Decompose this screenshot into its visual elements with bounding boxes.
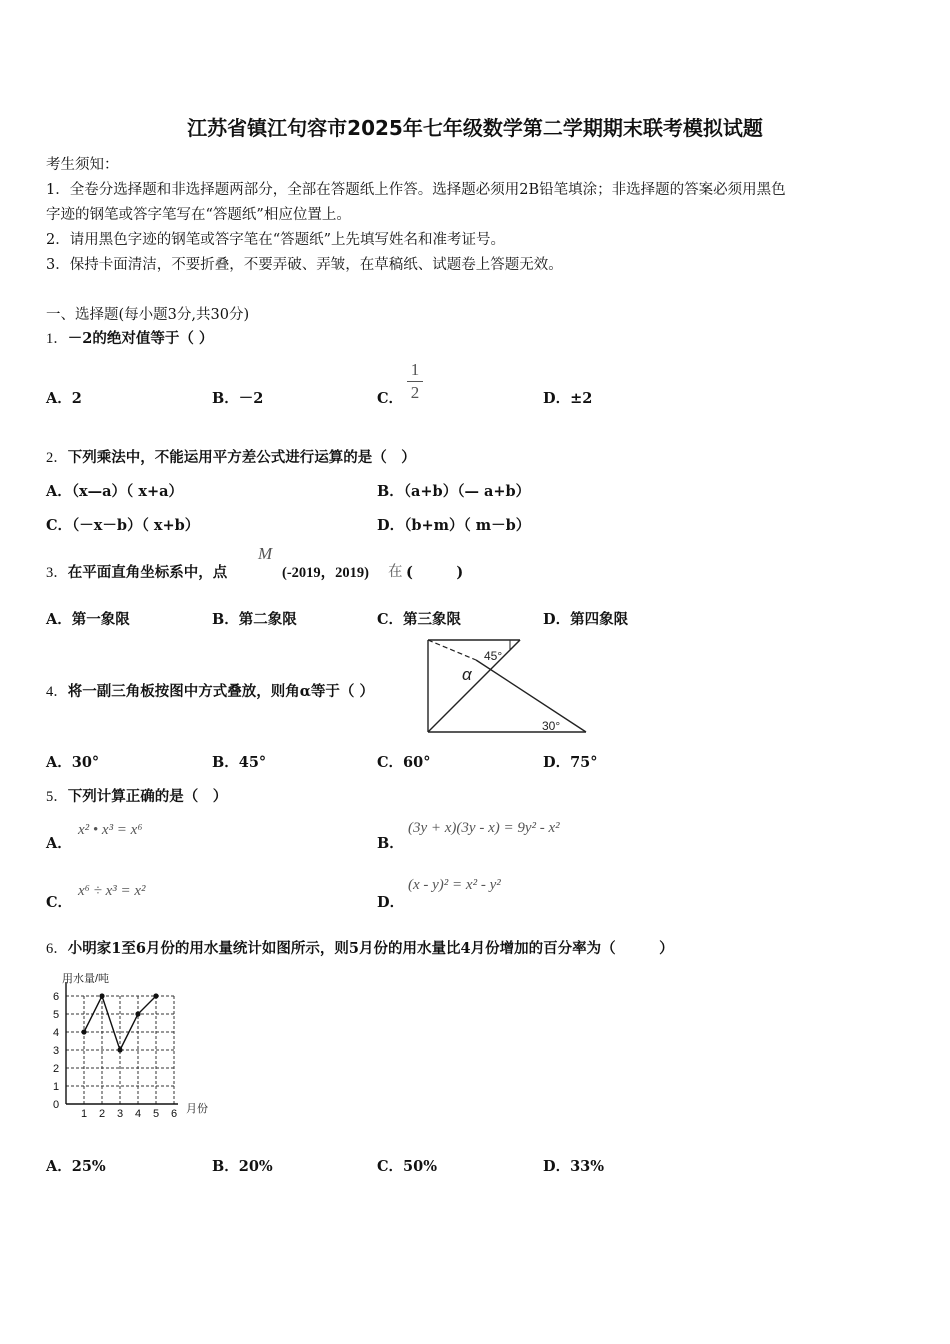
question-text: 将一副三角板按图中方式叠放，则角α等于（ ） [67, 683, 374, 700]
q6-option-a[interactable]: A．25% [46, 1158, 106, 1175]
q4-option-d[interactable]: D．75° [543, 754, 598, 771]
q3-blank: ( ) [406, 564, 464, 581]
x-tick-label: 4 [135, 1108, 142, 1120]
q3-point-label: M [258, 544, 273, 563]
q6-option-c[interactable]: C．50% [377, 1158, 437, 1175]
q2-option-c[interactable]: C．（－x－b）（ x+b） [46, 517, 200, 534]
q1-option-d[interactable]: D．±2 [543, 390, 593, 407]
q5-option-d-expr[interactable]: (x - y)² = x² - y² [408, 877, 501, 893]
diagonal-edge [428, 640, 520, 732]
q2-option-a[interactable]: A．（x—a）（ x+a） [46, 483, 184, 500]
angle-30-label: 30° [542, 719, 561, 733]
q2-option-d[interactable]: D．（b+m）（ m－b） [377, 517, 531, 534]
question-3 [46, 561, 227, 582]
notice-item-3: 3．保持卡面清洁，不要折叠，不要弄破、弄皱，在草稿纸、试题卷上答题无效。 [46, 257, 563, 273]
q2-option-b[interactable]: B．（a+b）（— a+b） [377, 483, 531, 500]
y-tick-label: 5 [53, 1009, 60, 1021]
fraction-numerator: 1 [410, 360, 420, 379]
q3-coordinates: (-2019，2019) [282, 565, 369, 581]
data-point [81, 1029, 86, 1034]
y-tick-label: 1 [53, 1081, 60, 1093]
q5-option-a-label[interactable]: A． [46, 835, 72, 852]
question-text: 下列计算正确的是（ ） [67, 788, 228, 805]
question-text: 在平面直角坐标系中，点 [67, 564, 228, 581]
q3-option-a[interactable]: A．第一象限 [46, 611, 130, 628]
q6-option-d[interactable]: D．33% [543, 1158, 605, 1175]
question-number: 3． [46, 565, 68, 581]
question-4 [46, 680, 374, 701]
notice-item-1-cont: 字迹的钢笔或答字笔写在“答题纸”相应位置上。 [46, 207, 351, 223]
q3-tail: 在 [388, 564, 403, 580]
notice-heading: 考生须知： [46, 157, 119, 173]
question-number: 1． [46, 331, 68, 347]
q5-option-d-label[interactable]: D． [377, 894, 405, 911]
data-point [153, 993, 158, 998]
question-5 [46, 785, 227, 806]
q5-option-a-expr[interactable]: x² • x³ = x⁶ [78, 822, 143, 838]
question-number: 5． [46, 789, 68, 805]
data-point [99, 993, 104, 998]
y-tick-label: 6 [53, 991, 60, 1003]
y-tick-label: 2 [53, 1063, 60, 1075]
question-number: 4． [46, 684, 68, 700]
water-usage-chart [40, 970, 220, 1120]
x-tick-label: 0 [53, 1099, 60, 1111]
section-heading: 一、选择题(每小题3分,共30分) [46, 307, 250, 323]
y-tick-label: 4 [53, 1027, 60, 1039]
data-point [135, 1011, 140, 1016]
x-tick-label: 5 [153, 1108, 160, 1120]
question-1 [46, 327, 213, 348]
q4-option-b[interactable]: B．45° [212, 754, 267, 771]
q5-option-b-label[interactable]: B． [377, 835, 404, 852]
question-text: 下列乘法中，不能运用平方差公式进行运算的是（ ） [67, 449, 416, 466]
question-text: －2的绝对值等于（ ） [67, 330, 214, 347]
q3-option-b[interactable]: B．第二象限 [212, 611, 297, 628]
chart-y-axis-label: 用水量/吨 [62, 973, 110, 985]
triangle-figure [424, 636, 594, 736]
q1-option-a[interactable]: A．2 [46, 390, 82, 407]
q5-option-c-label[interactable]: C． [46, 894, 73, 911]
hypotenuse-30 [476, 660, 586, 732]
q1-option-c-label: C． [377, 390, 404, 407]
q3-option-d[interactable]: D．第四象限 [543, 611, 629, 628]
data-point [117, 1047, 122, 1052]
q5-option-b-expr[interactable]: (3y + x)(3y - x) = 9y² - x² [408, 820, 560, 836]
x-tick-label: 3 [117, 1108, 124, 1120]
question-2 [46, 446, 416, 467]
question-number: 6． [46, 941, 68, 957]
page-title: 江苏省镇江句容市2025年七年级数学第二学期期末联考模拟试题 [187, 116, 763, 140]
q4-option-c[interactable]: C．60° [377, 754, 431, 771]
chart-x-axis-label: 月份 [186, 1103, 208, 1115]
fraction-denominator: 2 [410, 383, 420, 402]
angle-45-label: 45° [484, 649, 503, 663]
chart-tick-labels [53, 991, 177, 1120]
question-number: 2． [46, 450, 68, 466]
question-text: 小明家1至6月份的用水量统计如图所示，则5月份的用水量比4月份增加的百分率为（ ） [67, 940, 674, 957]
x-tick-label: 1 [81, 1108, 88, 1120]
x-tick-label: 2 [99, 1108, 106, 1120]
question-6 [46, 937, 674, 958]
angle-alpha-label: α [462, 665, 472, 684]
q5-option-c-expr[interactable]: x⁶ ÷ x³ = x² [78, 883, 146, 899]
y-tick-label: 3 [53, 1045, 60, 1057]
q3-option-c[interactable]: C．第三象限 [377, 611, 462, 628]
right-angle-mark [510, 640, 520, 650]
q1-option-c-fraction [407, 360, 423, 403]
q6-option-b[interactable]: B．20% [212, 1158, 273, 1175]
hidden-edge [428, 640, 476, 660]
q1-option-b[interactable]: B．－2 [212, 390, 264, 407]
q1-option-c[interactable] [377, 387, 403, 408]
x-tick-label: 6 [171, 1108, 178, 1120]
notice-item-1: 1．全卷分选择题和非选择题两部分，全部在答题纸上作答。选择题必须用2B铅笔填涂；非选择题的答案必须用黑色 [46, 182, 786, 198]
notice-item-2: 2．请用黑色字迹的钢笔或答字笔在“答题纸”上先填写姓名和准考证号。 [46, 232, 506, 248]
q4-option-a[interactable]: A．30° [46, 754, 100, 771]
